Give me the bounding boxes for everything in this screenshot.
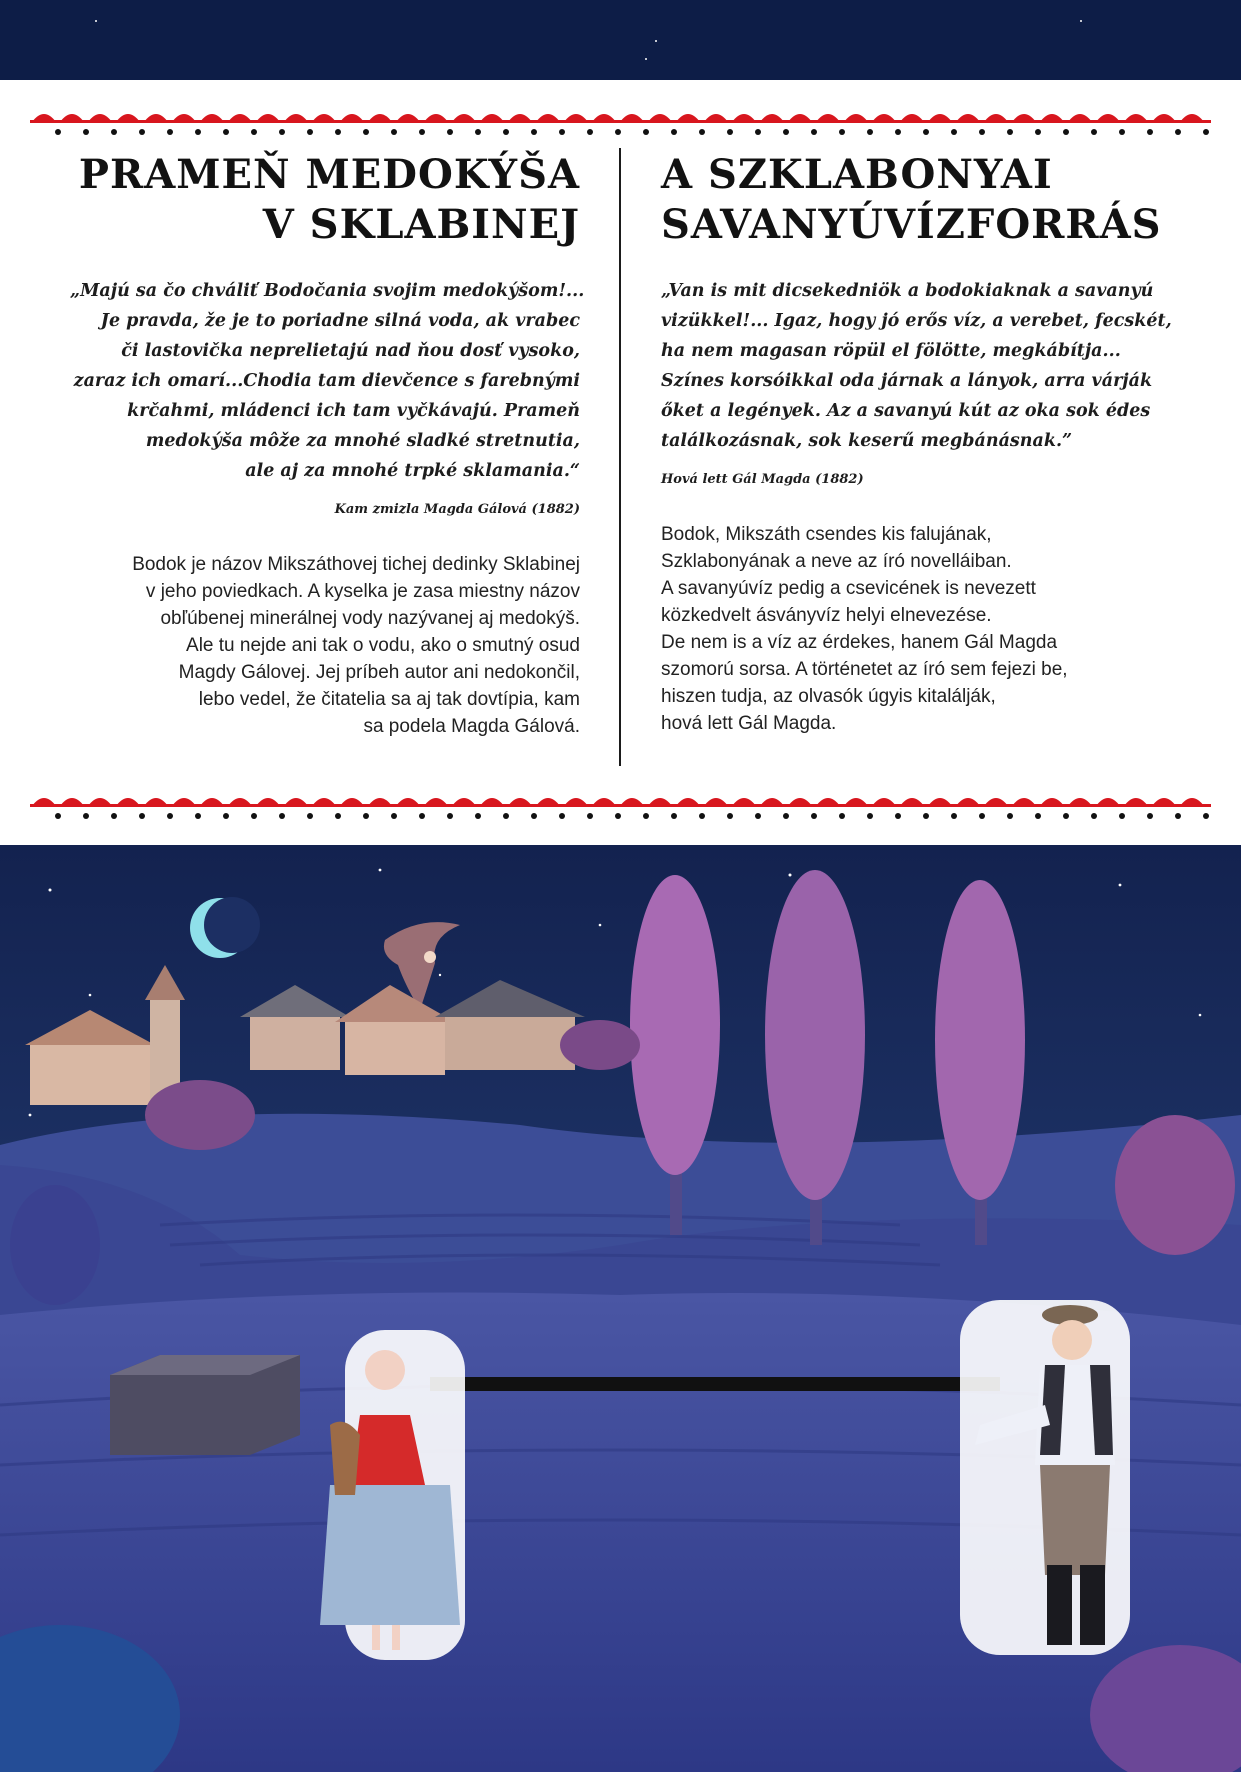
ornament-line [30,804,1211,807]
ornament-dot [951,129,957,135]
ornament-dot [615,129,621,135]
ornament-dot [111,129,117,135]
ornament-dot [251,813,257,819]
ornament-dot [559,813,565,819]
ornament-dot [1035,813,1041,819]
ornament-dot [895,129,901,135]
ornament-dot [1119,813,1125,819]
ornament-dot [811,813,817,819]
ornament-dot [1147,129,1153,135]
hungarian-body [661,521,1181,737]
ornament-dot [895,813,901,819]
ornament-dot [307,813,313,819]
ornament-dot [475,813,481,819]
ornament-dot [1091,813,1097,819]
ornament-dot [111,813,117,819]
ornament-dot [923,129,929,135]
ornament-dot [615,813,621,819]
body-line: szomorú sorsa. A történetet az író sem fejezi be, [661,659,1068,680]
ornament-dot [699,129,705,135]
star [95,20,97,22]
body-line: hová lett Gál Magda. [661,713,837,734]
slovak-body [70,551,580,740]
wooden-well [110,1355,300,1455]
ornament-dot [363,129,369,135]
ornament-dot [783,129,789,135]
ornament-dot [671,129,677,135]
night-village-illustration [0,845,1241,1772]
ornament-dot [559,129,565,135]
ornament-dot [1007,813,1013,819]
ornament-dot [979,129,985,135]
quote-line: ha nem magasan röpül el fölötte, megkábítja... [661,341,1121,361]
quote-line: „Majú sa čo chváliť Bodočania svojim medokýšom!... [70,281,585,301]
title-line: SAVANYÚVÍZFORRÁS [661,201,1162,248]
quote-line: zaraz ich omarí...Chodia tam dievčence s farebnými [73,371,580,391]
quote-line: „Van is mit dicsekedniök a bodokiaknak a savanyú [661,281,1154,301]
quote-line: őket a legények. Az a savanyú kút az oka sok édes [661,401,1151,421]
ornament-dot [55,129,61,135]
body-line: obľúbenej minerálnej vody nazývanej aj medokýš. [160,608,580,629]
body-line: v jeho poviedkach. A kyselka je zasa miestny názov [145,581,580,602]
ornament-dot [1063,813,1069,819]
quote-line: Színes korsóikkal oda járnak a lányok, arra várják [661,371,1153,391]
body-line: Bodok, Mikszáth csendes kis falujának, [661,524,992,545]
star [655,40,657,42]
folk-ornament-border-top [30,106,1211,140]
ornament-dot [419,813,425,819]
ornament-dot [587,129,593,135]
night-sky-header [0,0,1241,80]
ornament-dot [1091,129,1097,135]
quote-line: Je pravda, že je to poriadne silná voda, ak vrabec [100,311,580,331]
ornament-dot [503,129,509,135]
ornament-dot [55,813,61,819]
hungarian-source: Hová lett Gál Magda (1882) [661,472,864,487]
ornament-dot [1147,813,1153,819]
ornament-dot [755,129,761,135]
ornament-dot [223,129,229,135]
ornament-dot [643,129,649,135]
slovak-source: Kam zmizla Magda Gálová (1882) [334,502,580,517]
ornament-dot [1007,129,1013,135]
ornament-dot [139,129,145,135]
ornament-dot [531,129,537,135]
ornament-dot [839,129,845,135]
body-line: Bodok je názov Mikszáthovej tichej dedinky Sklabinej [132,554,580,575]
ornament-dot [419,129,425,135]
quote-line: vizükkel!... Igaz, hogy jó erős víz, a verebet, fecskét, [661,311,1172,331]
man-figure [960,1300,1130,1655]
ornament-dot [447,129,453,135]
ornament-dot [531,813,537,819]
body-line: A savanyúvíz pedig a csevicének is nevezett [661,578,1036,599]
ornament-dot [139,813,145,819]
title-line: PRAMEŇ MEDOKÝŠA [78,151,580,198]
ornament-dot [643,813,649,819]
body-line: Magdy Gálovej. Jej príbeh autor ani nedokončil, [178,662,580,683]
ornament-dot [447,813,453,819]
ornament-dot [251,129,257,135]
slovak-quote [70,276,585,486]
ornament-dot [335,129,341,135]
quote-line: či lastovička neprelietajú nad ňou dosť vysoko, [121,341,580,361]
ornament-dot [167,813,173,819]
body-line: közkedvelt ásványvíz helyi elnevezése. [661,605,992,626]
ornament-dot [727,813,733,819]
ornament-dot [587,813,593,819]
slovak-column [70,150,585,770]
ornament-dot [1035,129,1041,135]
ornament-dot [167,129,173,135]
ornament-dot [307,129,313,135]
hungarian-quote [661,276,1181,456]
ornament-dot [1203,813,1209,819]
ornament-dot [671,813,677,819]
ornament-dot [1119,129,1125,135]
ornament-dot [503,813,509,819]
ornament-dot [195,813,201,819]
body-line: sa podela Magda Gálová. [363,716,580,737]
ornament-dot [195,129,201,135]
title-line: V SKLABINEJ [262,201,580,248]
ornament-dot [979,813,985,819]
star [645,58,647,60]
folk-ornament-border-bottom [30,790,1211,824]
body-line: De nem is a víz az érdekes, hanem Gál Magda [661,632,1058,653]
ornament-dot [83,129,89,135]
ornament-dot [1063,129,1069,135]
hungarian-title [661,150,1181,250]
hungarian-column [661,150,1181,770]
ornament-dot [391,129,397,135]
ornament-dot [475,129,481,135]
slovak-title [70,150,580,250]
ornament-dot [783,813,789,819]
ornament-dot [1203,129,1209,135]
body-line: hiszen tudja, az olvasók úgyis kitalálják, [661,686,996,707]
ornament-dot [839,813,845,819]
ornament-dot [923,813,929,819]
ornament-dot [867,129,873,135]
ornament-dot [1175,129,1181,135]
ornament-dot [811,129,817,135]
quote-line: medokýša môže za mnohé sladké stretnutia, [145,431,580,451]
quote-line: krčahmi, mládenci ich tam vyčkávajú. Prameň [127,401,580,421]
ornament-dot [223,813,229,819]
ornament-dot [867,813,873,819]
ornament-dot [1175,813,1181,819]
ornament-dot [727,129,733,135]
ornament-dot [951,813,957,819]
body-line: Szklabonyának a neve az író novelláiban. [661,551,1012,572]
ribbon-bar [430,1377,1000,1391]
ornament-dot [699,813,705,819]
ornament-line [30,120,1211,123]
ornament-dot [279,813,285,819]
ornament-dot [755,813,761,819]
ornament-dot [279,129,285,135]
title-line: A SZKLABONYAI [661,151,1053,198]
ornament-dot [363,813,369,819]
ornament-dot [335,813,341,819]
quote-line: ale aj za mnohé trpké sklamania.“ [245,461,580,481]
body-line: Ale tu nejde ani tak o vodu, ako o smutný osud [186,635,580,656]
column-divider [619,148,621,766]
ornament-dot [391,813,397,819]
quote-line: találkozásnak, sok keserű megbánásnak.” [661,431,1073,451]
body-line: lebo vedel, že čitatelia sa aj tak dovtípia, kam [198,689,580,710]
ornament-dot [83,813,89,819]
star [1080,20,1082,22]
